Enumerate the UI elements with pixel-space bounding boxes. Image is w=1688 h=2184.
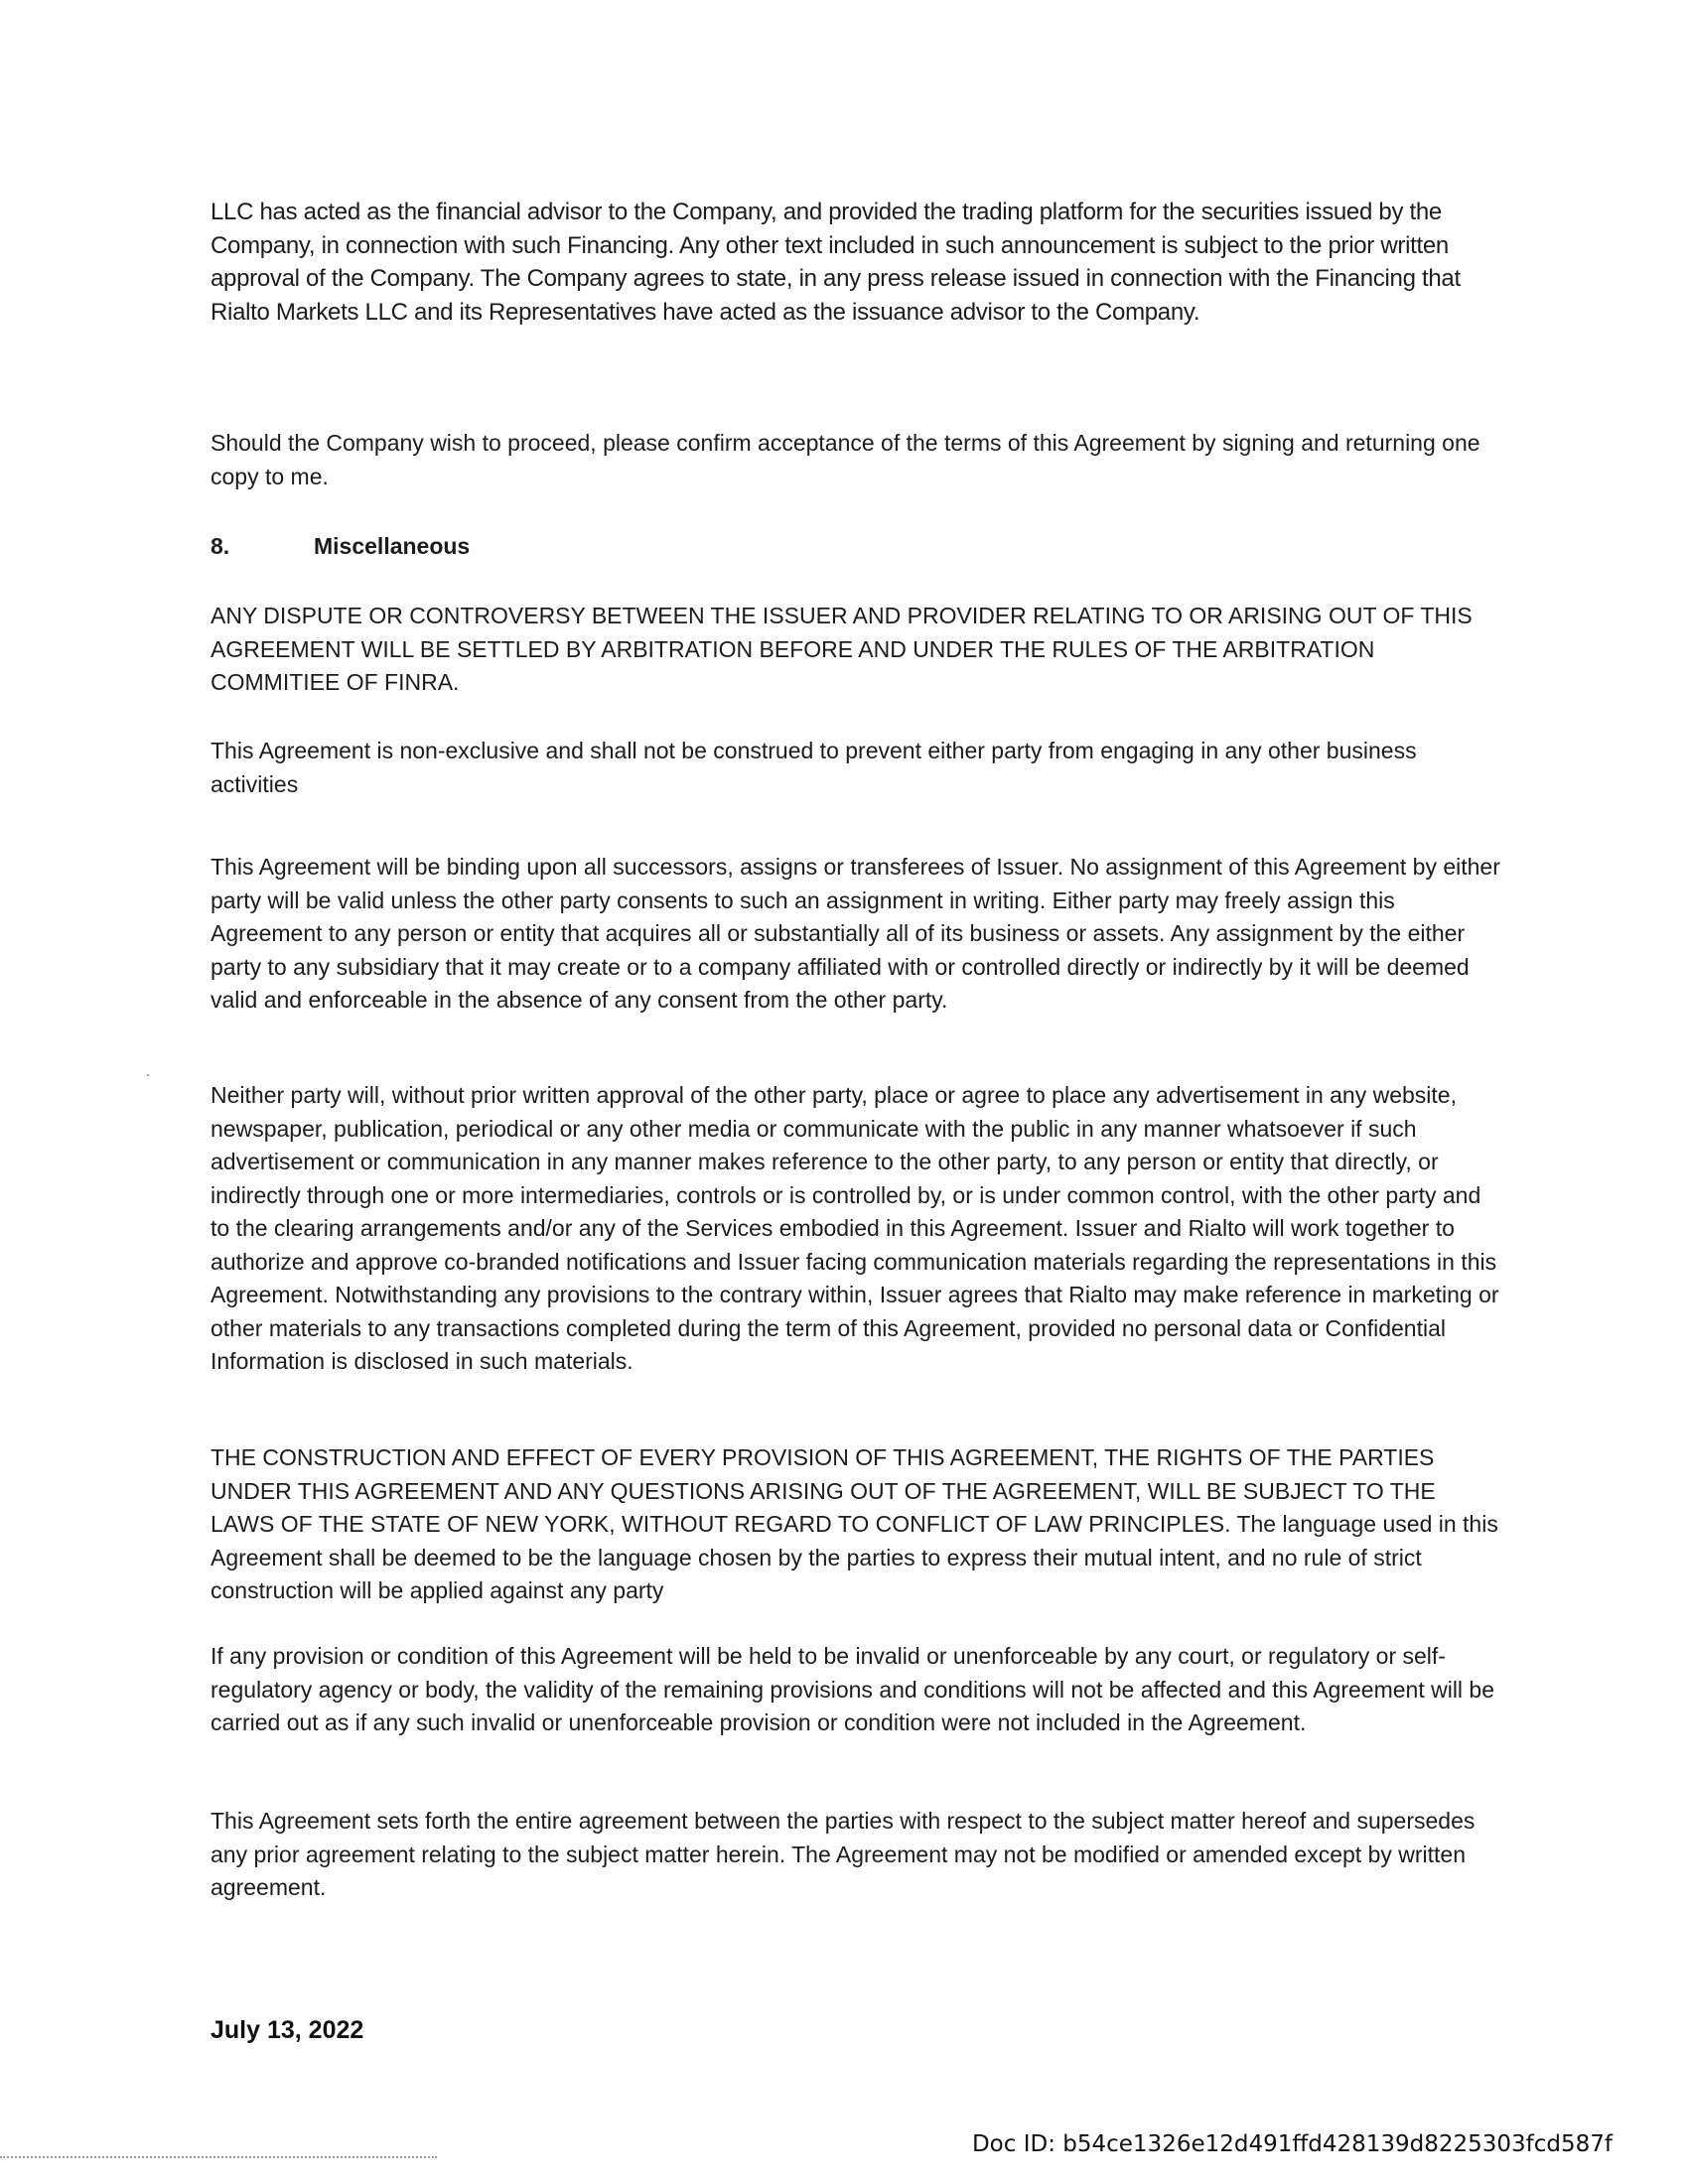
section-number: 8.	[211, 533, 230, 559]
paragraph-severability: If any provision or condition of this Agreement will be held to be invalid or unenforceable by any court, or regulatory or self-regulatory agency or body, the validity of the remaining provisions and conditions will not be affected and this Agreement will be carried out as if any such invalid or unenforceable provision or condition were not included in the Agreement.	[211, 1643, 1495, 1735]
document-date: July 13, 2022	[211, 2016, 364, 2044]
scan-speck	[147, 1074, 149, 1076]
paragraph-assignment: This Agreement will be binding upon all successors, assigns or transferees of Issuer. No assignment of this Agreement by either party will be valid unless the other party consents to such an assignment in writing. Either party may freely assign this Agreement to any person or entity that acquires all or substantially all of its business or assets. Any assignment by the either party to any subsidiary that it may create or to a company affiliated with or controlled directly or indirectly by it will be deemed valid and enforceable in the absence of any consent from the other party.	[211, 854, 1500, 1013]
paragraph-non-exclusive: This Agreement is non-exclusive and shall not be construed to prevent either party from engaging in any other business activities	[211, 738, 1417, 797]
paragraph-acceptance-instructions: Should the Company wish to proceed, please confirm acceptance of the terms of this Agreement by signing and returning one copy to me.	[211, 430, 1480, 489]
section-title: Miscellaneous	[314, 533, 471, 559]
footer-scan-line	[0, 2156, 437, 2158]
paragraph-advertising: Neither party will, without prior written approval of the other party, place or agree to place any advertisement in any website, newspaper, publication, periodical or any other media or communicate with the public in any manner whatsoever if such advertisement or communication in any manner makes reference to the other party, to any person or entity that directly, or indirectly through one or more intermediaries, controls or is controlled by, or is under common control, with the other party and to the clearing arrangements and/or any of the Services embodied in this Agreement. Issuer and Rialto will work together to authorize and approve co-branded notifications and Issuer facing communication materials regarding the representations in this Agreement. Notwithstanding any provisions to the contrary within, Issuer agrees that Rialto may make reference in marketing or other materials to any transactions completed during the term of this Agreement, provided no personal data or Confidential Information is disclosed in such materials.	[211, 1082, 1499, 1374]
paragraph-governing-law: THE CONSTRUCTION AND EFFECT OF EVERY PROVISION OF THIS AGREEMENT, THE RIGHTS OF THE PARTIES UNDER THIS AGREEMENT AND ANY QUESTIONS ARISING OUT OF THE AGREEMENT, WILL BE SUBJECT TO THE LAWS OF THE STATE OF NEW YORK, WITHOUT REGARD TO CONFLICT OF LAW PRINCIPLES. The language used in this Agreement shall be deemed to be the language chosen by the parties to express their mutual intent, and no rule of strict construction will be applied against any party	[211, 1444, 1498, 1603]
paragraph-financing-announcement: LLC has acted as the financial advisor to the Company, and provided the trading platform for the securities issued by the Company, in connection with such Financing. Any other text included in such announcement is subject to the prior written approval of the Company. The Company agrees to state, in any press release issued in connection with the Financing that Rialto Markets LLC and its Representatives have acted as the issuance advisor to the Company.	[211, 199, 1461, 326]
paragraph-arbitration: ANY DISPUTE OR CONTROVERSY BETWEEN THE ISSUER AND PROVIDER RELATING TO OR ARISING OUT OF THIS AGREEMENT WILL BE SETTLED BY ARBITRATION BEFORE AND UNDER THE RULES OF THE ARBITRATION COMMITIEE OF FINRA.	[211, 603, 1473, 695]
doc-id: Doc ID: b54ce1326e12d491ffd428139d8225303fcd587f	[971, 2131, 1613, 2157]
paragraph-entire-agreement: This Agreement sets forth the entire agreement between the parties with respect to the subject matter hereof and supersedes any prior agreement relating to the subject matter herein. The Agreement may not be modified or amended except by written agreement.	[211, 1808, 1476, 1900]
